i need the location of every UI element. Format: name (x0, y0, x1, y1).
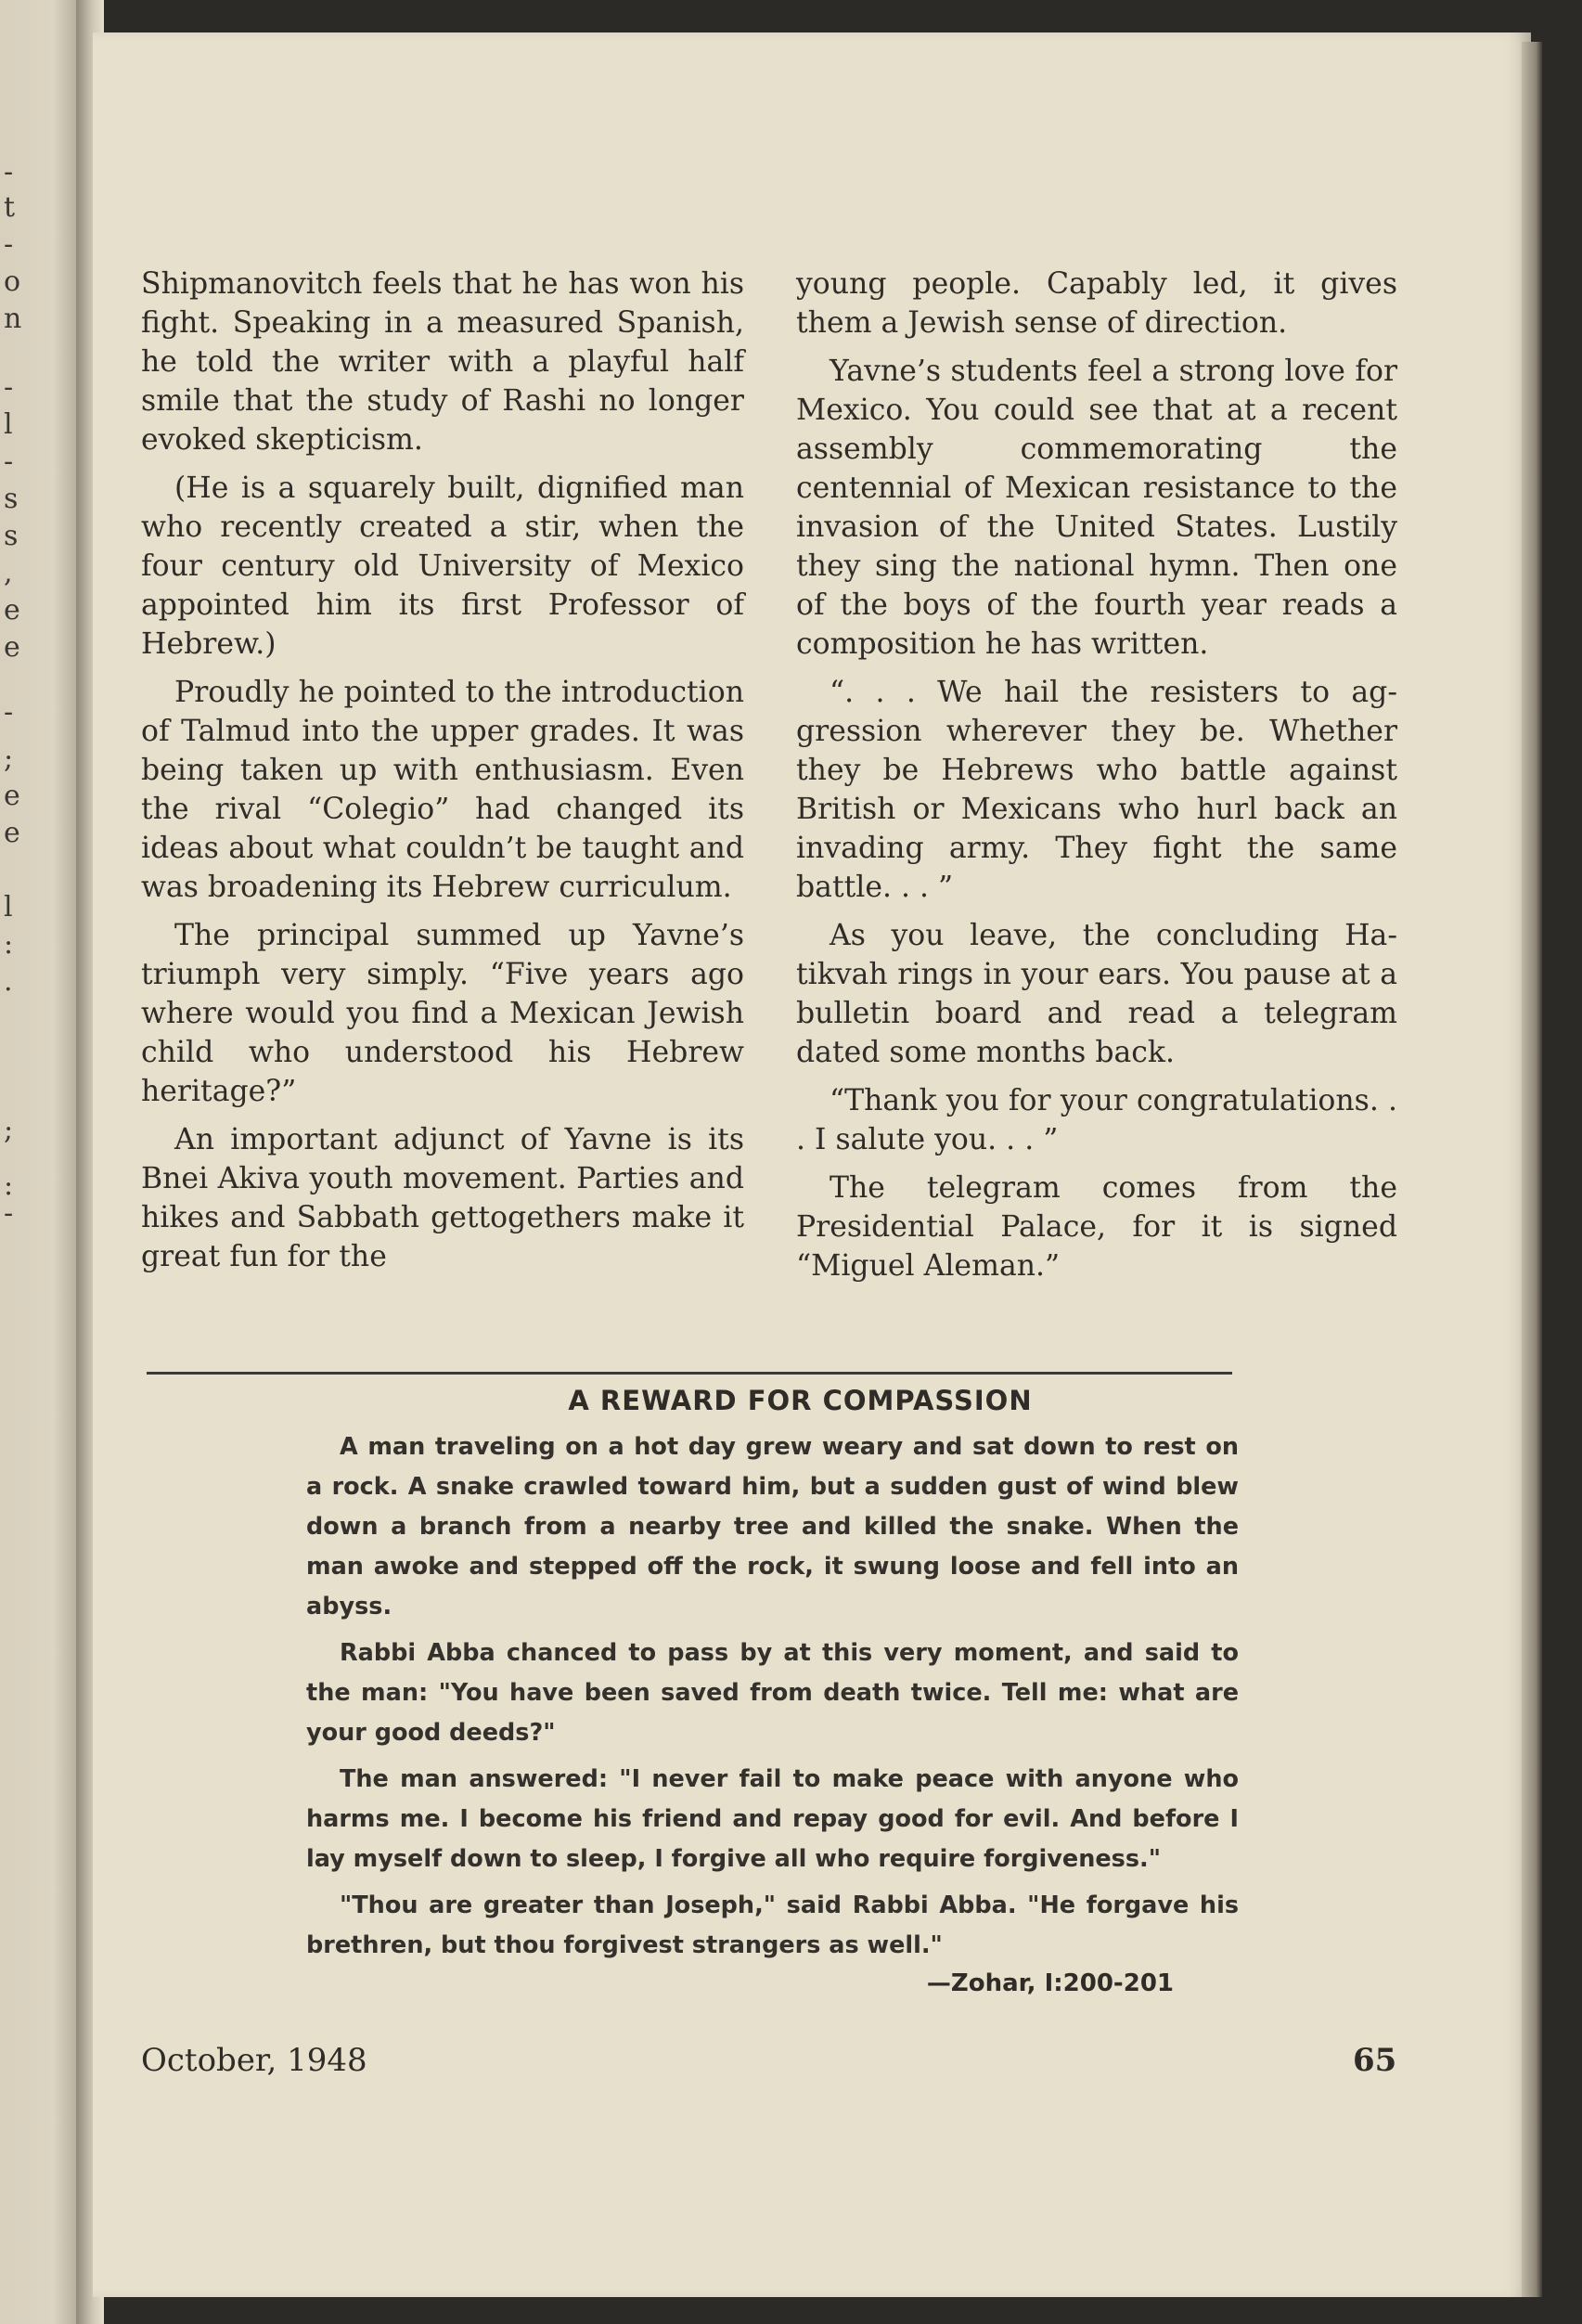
left-page-fragment: : (4, 928, 14, 961)
left-page-fragment: ; (4, 1114, 14, 1146)
left-page-fragment: - (4, 696, 14, 729)
page-number: 65 (1353, 2042, 1397, 2079)
sidebar-paragraph: The man answered: "I never fail to make peace with anyone who harms me. I become his friend and repay good for evil. And before I lay myself down to sleep, I forgive all who require forgiveness." (306, 1765, 1239, 1873)
left-page-fragment: ; (4, 742, 14, 775)
left-page-fragment: s (4, 520, 19, 552)
left-page-fragment: o (4, 265, 21, 298)
article-paragraph: “. . . We hail the resisters to aggression wherever they be. Whether they be Hebrews who battle against British or Mexicans who hurl back an invading army. They fight the same battle. . . ” (796, 676, 1397, 904)
article-paragraph: The principal summed up Yavne’s triumph very simply. “Five years ago where would you find a Mexican Jewish child who understood his Hebrew heritage?” (141, 919, 744, 1108)
article-paragraph: An important adjunct of Yavne is its Bnei Akiva youth movement. Parties and hikes and Sabbath gettogethers make it great fun for the (141, 1123, 744, 1273)
footer-date: October, 1948 (141, 2042, 367, 2079)
sidebar-paragraph: A man traveling on a hot day grew weary and sat down to rest on a rock. A snake crawled toward him, but a sudden gust of wind blew down a branch from a nearby tree and killed the snake. When the man awoke and stepped off the rock, it swung loose and fell into an abyss. (306, 1433, 1239, 1620)
sidebar-source-citation: —Zohar, I:200-201 (926, 1969, 1174, 1997)
sidebar-box (306, 1385, 1239, 2001)
article-left-column (141, 265, 744, 1285)
left-page-fragment: - (4, 156, 14, 188)
left-page-fragment: e (4, 631, 20, 664)
left-page-fragment: - (4, 371, 14, 404)
article-paragraph: As you leave, the concluding Hatikvah rings in your ears. You pause at a bulletin board and read a telegram dated some months back. (796, 919, 1397, 1069)
article-right-column (796, 265, 1397, 1295)
left-page-fragment: - (4, 445, 14, 478)
sidebar-title: A REWARD FOR COMPASSION (568, 1385, 1033, 1416)
left-page-fragment: l (4, 891, 13, 923)
left-page-fragment: - (4, 1197, 14, 1230)
article-paragraph: Shipmanovitch feels that he has won his fight. Speaking in a measured Spanish, he told the writer with a playful half smile that the study of Rashi no longer evoked skepticism. (141, 267, 744, 457)
sidebar-paragraph: Rabbi Abba chanced to pass by at this very moment, and said to the man: "You have been saved from death twice. Tell me: what are your good deeds?" (306, 1639, 1239, 1747)
section-divider-rule (147, 1372, 1232, 1375)
left-page-fragment: n (4, 303, 22, 335)
left-page-fragment: t (4, 191, 16, 224)
left-page-fragment: e (4, 594, 20, 626)
sidebar-paragraph: "Thou are greater than Joseph," said Rabbi Abba. "He forgave his brethren, but thou forgivest strangers as well." (306, 1891, 1239, 1959)
left-page-fragment: , (4, 557, 13, 589)
left-page-fragment: - (4, 228, 14, 261)
left-page-fragment: e (4, 780, 20, 812)
left-page-fragment: s (4, 483, 19, 515)
left-page-fragment: : (4, 1169, 14, 1202)
article-paragraph: The telegram comes from the Presidential Palace, for it is signed “Miguel Aleman.” (796, 1171, 1397, 1283)
article-paragraph: young people. Capably led, it gives them a Jewish sense of direction. (796, 267, 1397, 340)
article-paragraph: “Thank you for your congratulations. . . I salute you. . . ” (796, 1084, 1397, 1156)
left-page-fragment: l (4, 408, 13, 441)
article-paragraph: Yavne’s students feel a strong love for Mexico. You could see that at a recent assembly commemorating the centennial of Mexican resistance to the invasion of the United States. Lustily they sing the national hymn. Then one of the boys of the fourth year reads a composition he has written. (796, 355, 1397, 661)
left-page-fragment: . (4, 965, 13, 998)
article-paragraph: Proudly he pointed to the introduction of Talmud into the upper grades. It was being taken up with enthusiasm. Even the rival “Colegio” had changed its ideas about what couldn’t be taught and was broadening its Hebrew curriculum. (141, 676, 744, 904)
article-paragraph: (He is a squarely built, dignified man who recently created a stir, when the four century old University of Mexico appointed him its first Professor of Hebrew.) (141, 471, 744, 661)
page-edge-shadow (1522, 42, 1542, 2297)
left-page-edge (0, 0, 76, 2324)
left-page-fragment: e (4, 817, 20, 849)
